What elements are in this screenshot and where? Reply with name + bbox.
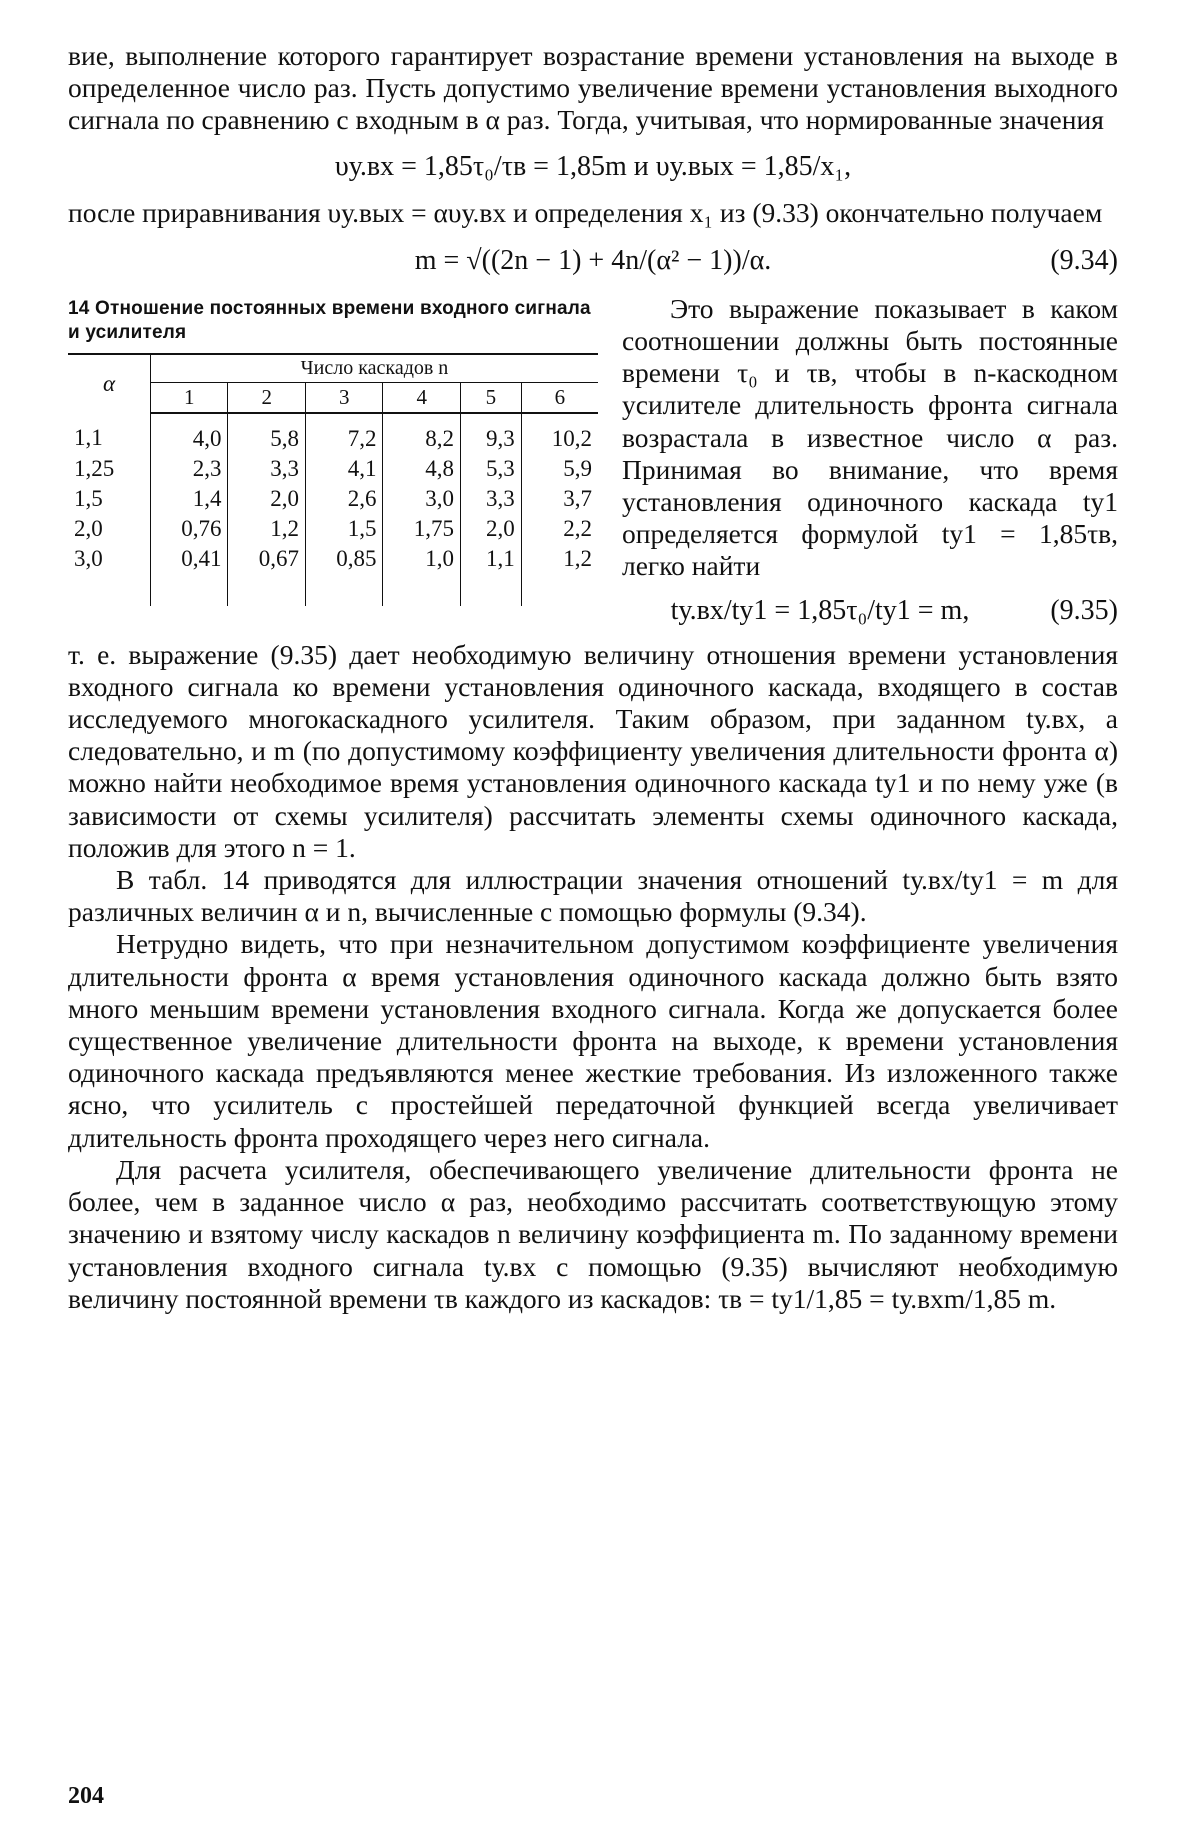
value-cell: 0,85: [305, 544, 382, 574]
spacer-cell: [521, 574, 598, 606]
value-cell: 2,2: [521, 514, 598, 544]
alpha-cell: 3,0: [74, 545, 103, 571]
value-cell: 4,0: [151, 413, 228, 454]
value-cell: 3,7: [521, 484, 598, 514]
alpha-cell: 1,1: [74, 425, 103, 451]
ratio-table: [68, 353, 598, 606]
formula-9-34-row: [68, 243, 1118, 279]
alpha-cell: 1,25: [74, 455, 115, 481]
value-cell: 7,2: [305, 413, 382, 454]
value-cell: 1,75: [383, 514, 460, 544]
paragraph-table-reference: В табл. 14 приводятся для иллюстрации значения отношений tу.вх/tу1 = m для различных величин α и n, вычисленные с помощью формулы (9.34).: [68, 864, 1118, 928]
value-cell: 1,2: [228, 514, 305, 544]
table-row: [68, 413, 598, 454]
value-cell: 1,2: [521, 544, 598, 574]
value-cell: 5,3: [460, 454, 521, 484]
value-cell: 4,1: [305, 454, 382, 484]
n-header-cell: 3: [305, 382, 382, 413]
cascades-header: Число каскадов n: [151, 354, 599, 383]
paragraph-calculation: Для расчета усилителя, обеспечивающего увеличение длительности фронта не более, чем в заданное число α раз, необходимо рассчитать соответствующую этому значению и взятому числу каскадов n величину коэффициента m. По заданному времени установления входного сигнала tу.вх с помощью (9.35) вычисляют необходимую величину постоянной времени τв каждого из каскадов: τв = tу1/1,85 = tу.вхm/1,85 m.: [68, 1153, 1118, 1314]
formula-9-35: tу.вх/tу1 = 1,85τ₀/tу1 = m,: [670, 594, 970, 626]
formula-9-35-number: (9.35): [1050, 594, 1118, 626]
table-row: [68, 544, 598, 574]
value-cell: 9,3: [460, 413, 521, 454]
value-cell: 3,3: [228, 454, 305, 484]
value-cell: 0,67: [228, 544, 305, 574]
page-number: 204: [68, 1783, 104, 1809]
paragraph-ratio-explanation: т. е. выражение (9.35) дает необходимую величину отношения времени установления входного сигнала ко времени установления одиночного каскада, входящего в состав исследуемого многокаскадного усилителя. Таким образом, при заданном tу.вх, а следовательно, и m (по допустимому коэффициенту увеличения длительности фронта α) можно найти необходимое время установления одиночного каскада tу1 и по нему уже (в зависимости от схемы усилителя) рассчитать элементы схемы одиночного каскада, положив для этого n = 1.: [68, 638, 1118, 863]
formula-9-35-row: [622, 593, 1118, 629]
paragraph-after-equating: после приравнивания υу.вых = αυу.вх и определения x₁ из (9.33) окончательно получаем: [68, 196, 1103, 228]
formula-normalized-values: υу.вх = 1,85τ₀/τв = 1,85m и υу.вых = 1,85/x₁,: [334, 150, 852, 182]
spacer-cell: [228, 574, 305, 606]
spacer-cell: [68, 574, 151, 606]
n-header-cell: 5: [460, 382, 521, 413]
book-page: [68, 40, 1118, 1810]
spacer-cell: [305, 574, 382, 606]
spacer-cell: [383, 574, 460, 606]
value-cell: 3,0: [383, 484, 460, 514]
table-14: [68, 297, 598, 606]
n-header-cell: 1: [151, 382, 228, 413]
table-row: [68, 454, 598, 484]
value-cell: 2,0: [460, 514, 521, 544]
spacer-cell: [460, 574, 521, 606]
paragraph-intro: вие, выполнение которого гарантирует возрастание времени установления на выходе в определенное число раз. Пусть допустимо увеличение времени установления выходного сигнала по сравнению с входным в α раз. Тогда, учитывая, что нормированные значения: [68, 40, 1118, 136]
value-cell: 1,5: [305, 514, 382, 544]
spacer-cell: [151, 574, 228, 606]
paragraph-expression-meaning: Это выражение показывает в каком соотношении должны быть постоянные времени τ₀ и τв, чтобы в n-каскодном усилителе длительность фронта сигнала возрастала в известное число α раз. Принимая во внимание, что время установления одиночного каскада tу1 определяется формулой tу1 = 1,85τв, легко найти: [622, 292, 1118, 582]
value-cell: 3,3: [460, 484, 521, 514]
value-cell: 0,41: [151, 544, 228, 574]
table-caption: 14 Отношение постоянных времени входного сигнала и усилителя: [68, 297, 591, 343]
alpha-column-header: α: [68, 354, 151, 413]
n-header-cell: 4: [383, 382, 460, 413]
value-cell: 2,3: [151, 454, 228, 484]
value-cell: 8,2: [383, 413, 460, 454]
alpha-cell: 2,0: [74, 515, 103, 541]
value-cell: 2,6: [305, 484, 382, 514]
alpha-cell: 1,5: [74, 485, 103, 511]
value-cell: 2,0: [228, 484, 305, 514]
value-cell: 0,76: [151, 514, 228, 544]
formula-9-34-number: (9.34): [1050, 244, 1118, 276]
table-row: [68, 484, 598, 514]
value-cell: 4,8: [383, 454, 460, 484]
table-bottom-spacer: [68, 574, 598, 606]
value-cell: 5,9: [521, 454, 598, 484]
value-cell: 5,8: [228, 413, 305, 454]
n-header-cell: 6: [521, 382, 598, 413]
formula-9-34: m = √((2n − 1) + 4n/(α² − 1))/α.: [414, 244, 772, 276]
table-row: [68, 514, 598, 544]
value-cell: 10,2: [521, 413, 598, 454]
value-cell: 1,1: [460, 544, 521, 574]
value-cell: 1,0: [383, 544, 460, 574]
paragraph-discussion: Нетрудно видеть, что при незначительном допустимом коэффициенте увеличения длительности фронта α время установления одиночного каскада должно быть взято много меньшим времени установления входного сигнала. Когда же допускается более существенное увеличение длительности фронта на выходе, к времени установления одиночного каскада предъявляются менее жесткие требования. Из изложенного также ясно, что усилитель с простейшей передаточной функцией всегда увеличивает длительность фронта проходящего через него сигнала.: [68, 928, 1118, 1153]
value-cell: 1,4: [151, 484, 228, 514]
n-header-cell: 2: [228, 382, 305, 413]
